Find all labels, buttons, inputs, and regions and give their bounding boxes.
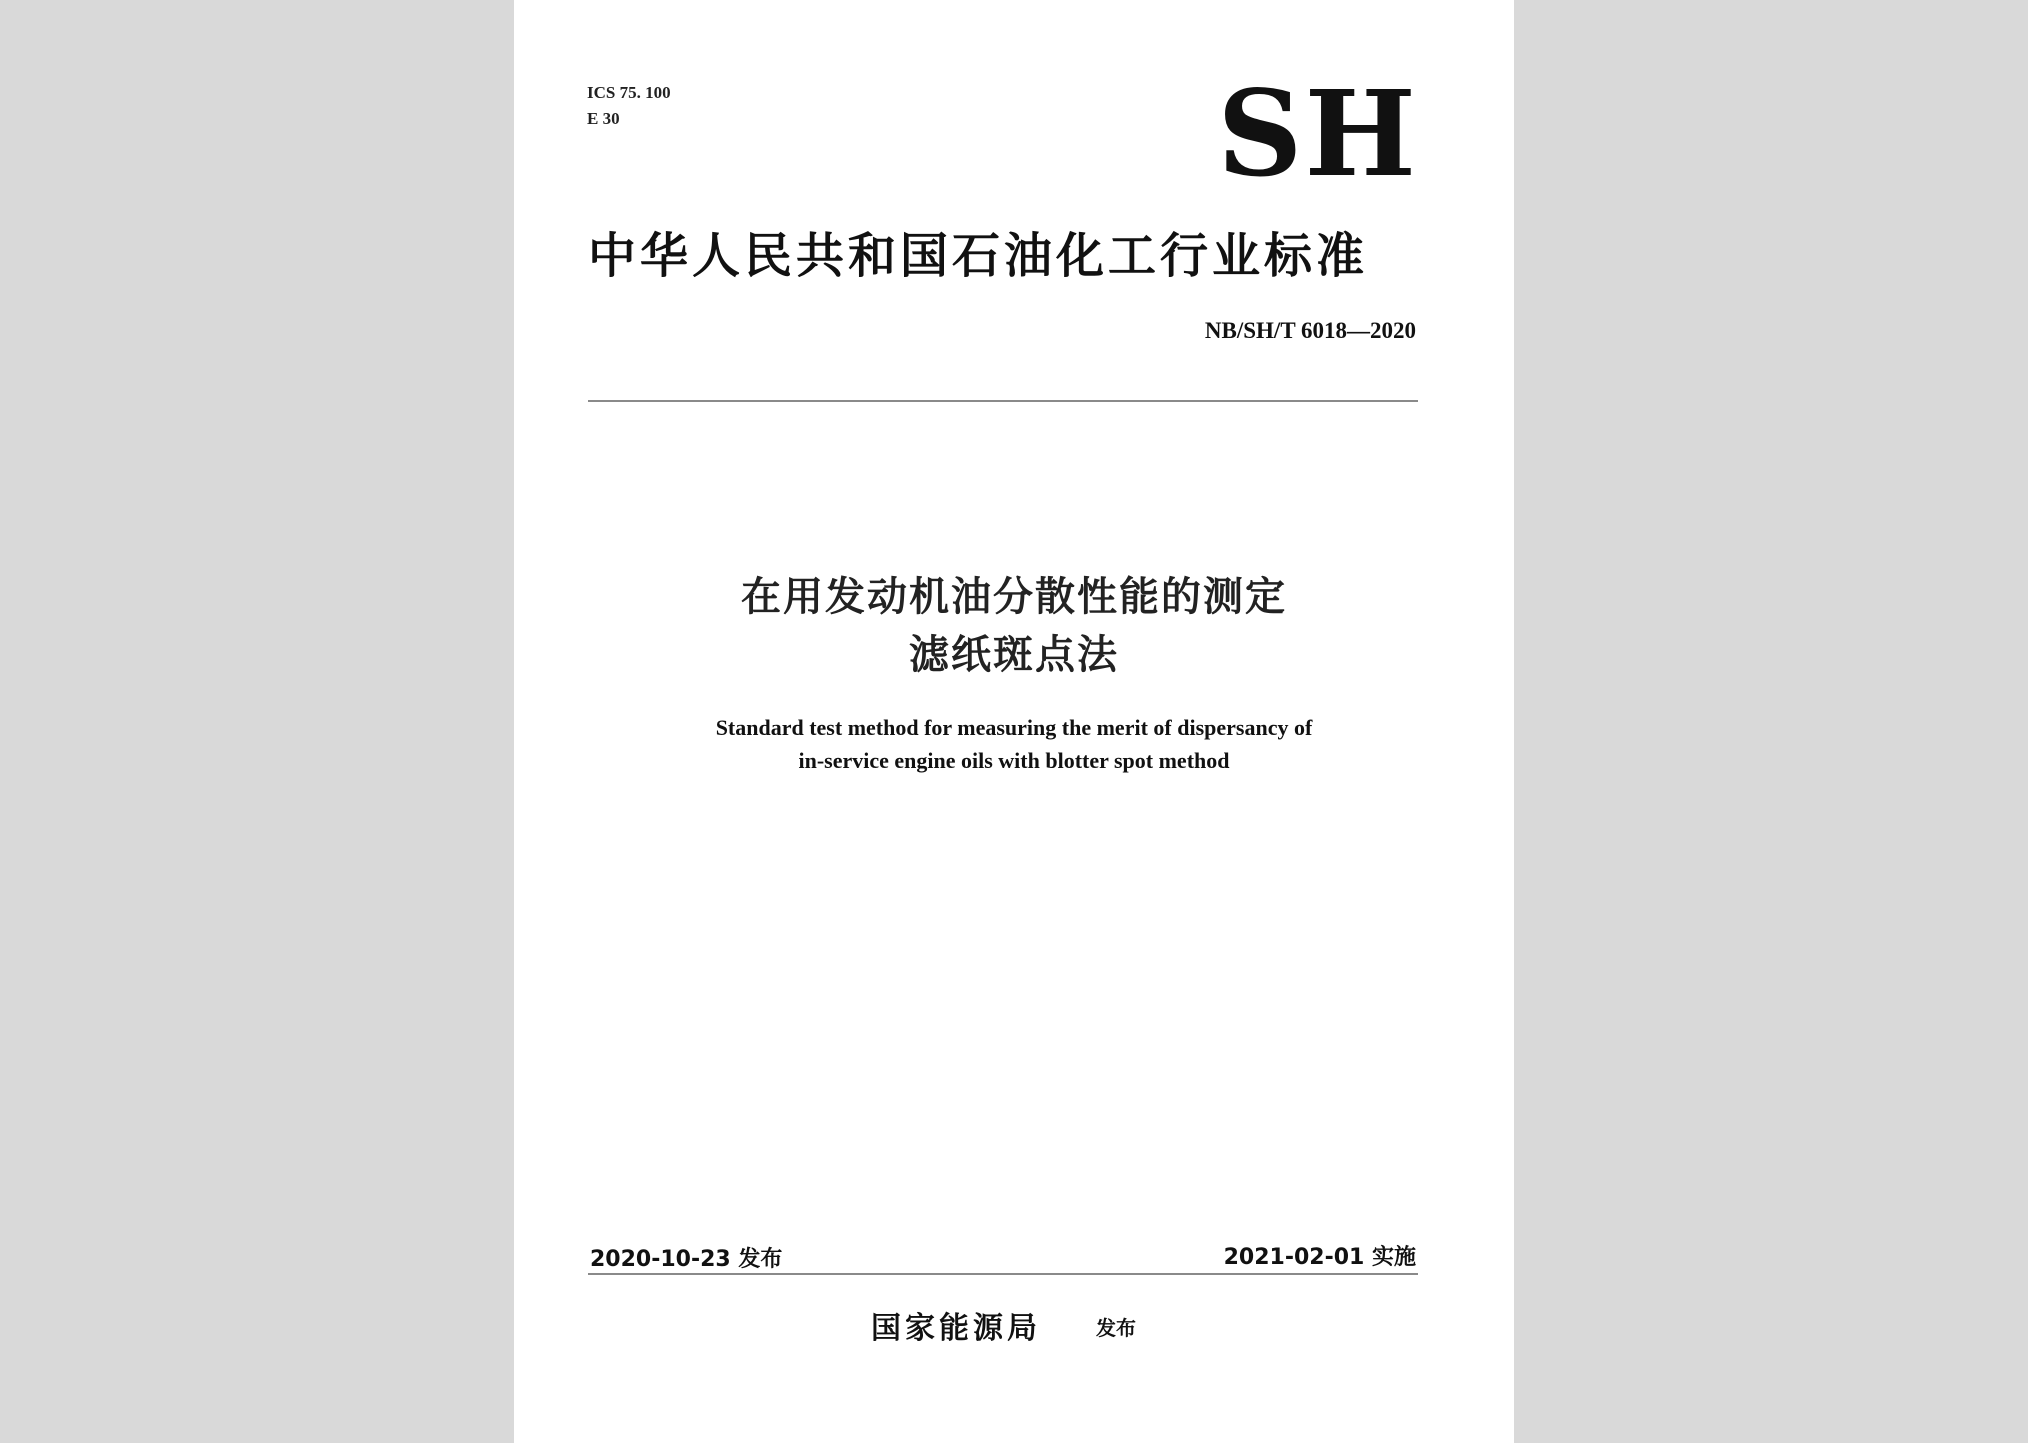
ministry-standard-heading: 中华人民共和国石油化工行业标准 xyxy=(588,228,1369,284)
standard-number: NB/SH/T 6018—2020 xyxy=(1204,318,1416,343)
ccs-code: E 30 xyxy=(587,109,620,128)
classification-codes xyxy=(587,80,671,132)
title-zh-line1: 在用发动机油分散性能的测定 xyxy=(741,574,1287,620)
sh-logo: SH xyxy=(1217,64,1418,203)
bottom-divider xyxy=(588,1273,1418,1275)
title-zh-line2: 滤纸斑点法 xyxy=(909,632,1119,678)
title-en-line1: Standard test method for measuring the merit of dispersancy of xyxy=(715,715,1313,740)
document-page xyxy=(514,0,1514,1443)
title-en-line2: in-service engine oils with blotter spot method xyxy=(798,748,1230,773)
issuer-suffix: 发布 xyxy=(1096,1316,1136,1340)
top-divider xyxy=(588,400,1418,402)
implement-date: 2021-02-01 实施 xyxy=(1223,1245,1416,1270)
issuer-name: 国家能源局 xyxy=(871,1311,1041,1346)
publish-date: 2020-10-23 发布 xyxy=(590,1247,783,1272)
ics-code: ICS 75. 100 xyxy=(587,83,671,102)
